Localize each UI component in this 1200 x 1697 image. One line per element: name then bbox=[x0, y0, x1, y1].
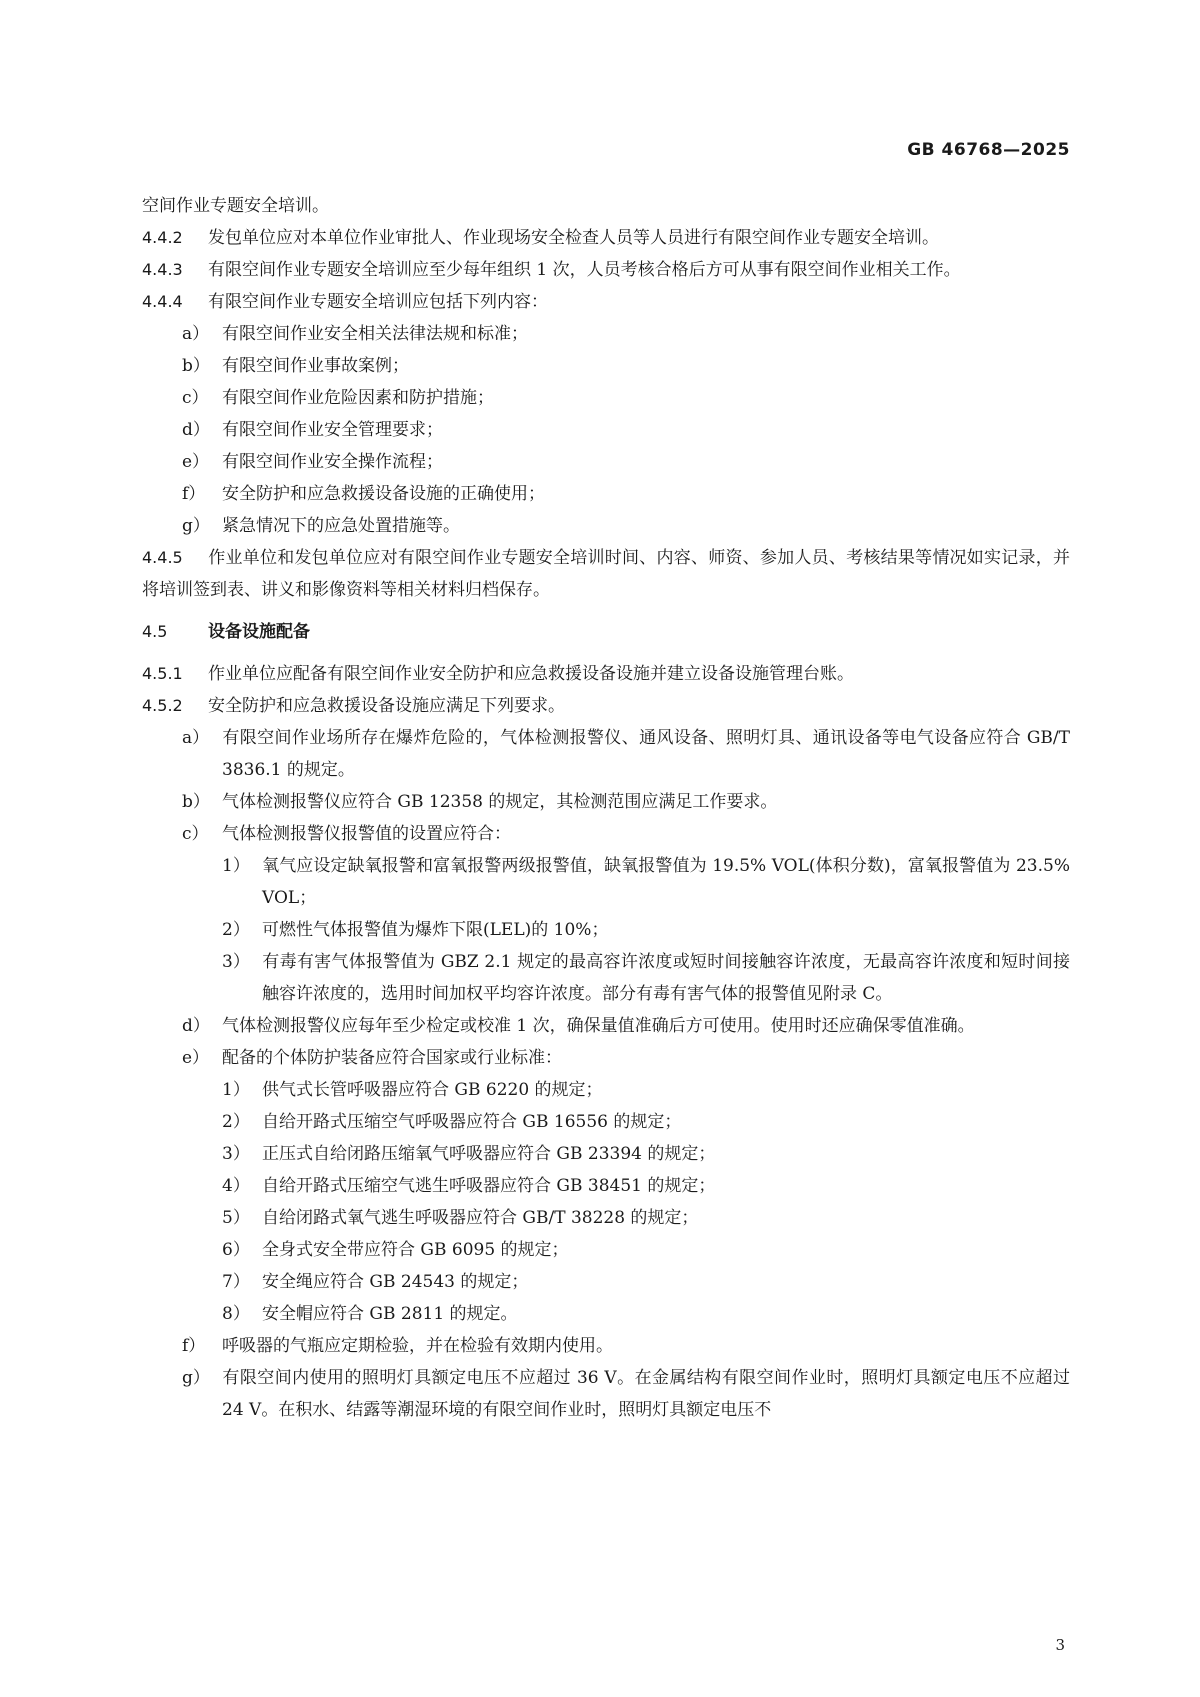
paragraph-continuation bbox=[142, 190, 1070, 222]
list-text: 自给开路式压缩空气逃生呼吸器应符合 GB 38451 的规定； bbox=[262, 1176, 716, 1196]
list-text: 自给开路式压缩空气呼吸器应符合 GB 16556 的规定； bbox=[262, 1112, 682, 1132]
list-marker: 3） bbox=[222, 1144, 250, 1164]
list-marker: 2） bbox=[222, 920, 250, 940]
list-item-f bbox=[142, 1330, 1070, 1362]
clause-4-4-2 bbox=[142, 222, 1070, 254]
list-marker: d） bbox=[182, 420, 210, 440]
clause-text: 有限空间作业专题安全培训应至少每年组织 1 次，人员考核合格后方可从事有限空间作业相关工作。 bbox=[208, 260, 961, 280]
list-marker: f） bbox=[182, 1336, 206, 1356]
clause-text: 发包单位应对本单位作业审批人、作业现场安全检查人员等人员进行有限空间作业专题安全培训。 bbox=[208, 228, 939, 248]
list-item-g bbox=[142, 1362, 1070, 1426]
sub-list-item bbox=[142, 850, 1070, 914]
sub-list-item bbox=[142, 946, 1070, 1010]
list-text: 气体检测报警仪应符合 GB 12358 的规定，其检测范围应满足工作要求。 bbox=[222, 792, 778, 812]
list-item-e bbox=[142, 1042, 1070, 1074]
list-text: 有毒有害气体报警值为 GBZ 2.1 规定的最高容许浓度或短时间接触容许浓度，无最高容许浓度和短时间接触容许浓度的，选用时间加权平均容许浓度。部分有毒有害气体的报警值见附录 C。 bbox=[262, 952, 1070, 1004]
list-item bbox=[142, 414, 1070, 446]
list-text: 有限空间内使用的照明灯具额定电压不应超过 36 V。在金属结构有限空间作业时，照明灯具额定电压不应超过 24 V。在积水、结露等潮湿环境的有限空间作业时，照明灯具额定电压不 bbox=[222, 1368, 1070, 1420]
list-item bbox=[142, 478, 1070, 510]
clause-4-4-4 bbox=[142, 286, 1070, 318]
clause-text: 作业单位和发包单位应对有限空间作业专题安全培训时间、内容、师资、参加人员、考核结果等情况如实记录，并将培训签到表、讲义和影像资料等相关材料归档保存。 bbox=[142, 548, 1070, 600]
list-item bbox=[142, 510, 1070, 542]
clause-4-4-3 bbox=[142, 254, 1070, 286]
list-item bbox=[142, 318, 1070, 350]
list-text: 有限空间作业安全操作流程； bbox=[222, 452, 443, 472]
clause-number: 4.4.4 bbox=[142, 292, 183, 311]
clause-text: 有限空间作业专题安全培训应包括下列内容： bbox=[208, 292, 548, 312]
list-text: 有限空间作业危险因素和防护措施； bbox=[222, 388, 494, 408]
sub-list-item bbox=[142, 1266, 1070, 1298]
list-marker: 1） bbox=[222, 1080, 250, 1100]
clause-number: 4.4.5 bbox=[142, 548, 183, 567]
list-text: 有限空间作业安全相关法律法规和标准； bbox=[222, 324, 528, 344]
sub-list-item bbox=[142, 1138, 1070, 1170]
list-text: 供气式长管呼吸器应符合 GB 6220 的规定； bbox=[262, 1080, 603, 1100]
list-marker: 7） bbox=[222, 1272, 250, 1292]
clause-text: 作业单位应配备有限空间作业安全防护和应急救援设备设施并建立设备设施管理台账。 bbox=[208, 664, 854, 684]
list-text: 安全防护和应急救援设备设施的正确使用； bbox=[222, 484, 545, 504]
sub-list-item bbox=[142, 1202, 1070, 1234]
list-marker: a） bbox=[182, 728, 210, 748]
clause-4-5-2 bbox=[142, 690, 1070, 722]
list-marker: g） bbox=[182, 516, 210, 536]
sub-list-item bbox=[142, 1074, 1070, 1106]
list-item-b bbox=[142, 786, 1070, 818]
list-marker: 3） bbox=[222, 952, 250, 972]
list-text: 正压式自给闭路压缩氧气呼吸器应符合 GB 23394 的规定； bbox=[262, 1144, 716, 1164]
list-marker: c） bbox=[182, 824, 209, 844]
list-item bbox=[142, 446, 1070, 478]
list-text: 气体检测报警仪报警值的设置应符合： bbox=[222, 824, 511, 844]
list-text: 呼吸器的气瓶应定期检验，并在检验有效期内使用。 bbox=[222, 1336, 613, 1356]
list-marker: 5） bbox=[222, 1208, 250, 1228]
list-marker: 4） bbox=[222, 1176, 250, 1196]
list-text: 有限空间作业场所存在爆炸危险的，气体检测报警仪、通风设备、照明灯具、通讯设备等电气设备应符合 GB/T 3836.1 的规定。 bbox=[222, 728, 1070, 780]
paragraph-text: 空间作业专题安全培训。 bbox=[142, 196, 329, 216]
list-item-c bbox=[142, 818, 1070, 850]
section-number: 4.5 bbox=[142, 622, 168, 641]
document-body bbox=[142, 190, 1070, 1426]
section-heading-4-5 bbox=[142, 616, 1070, 648]
list-marker: 6） bbox=[222, 1240, 250, 1260]
list-marker: f） bbox=[182, 484, 206, 504]
section-title: 设备设施配备 bbox=[208, 622, 310, 642]
sub-list-item bbox=[142, 914, 1070, 946]
list-marker: 2） bbox=[222, 1112, 250, 1132]
list-text: 安全帽应符合 GB 2811 的规定。 bbox=[262, 1304, 518, 1324]
page-number: 3 bbox=[1055, 1636, 1065, 1654]
standard-number: GB 46768—2025 bbox=[907, 140, 1070, 160]
list-marker: c） bbox=[182, 388, 209, 408]
clause-4-4-5 bbox=[142, 542, 1070, 606]
list-text: 有限空间作业安全管理要求； bbox=[222, 420, 443, 440]
sub-list-item bbox=[142, 1106, 1070, 1138]
sub-list-item bbox=[142, 1234, 1070, 1266]
clause-number: 4.4.2 bbox=[142, 228, 183, 247]
list-marker: 8） bbox=[222, 1304, 250, 1324]
list-marker: b） bbox=[182, 356, 210, 376]
list-marker: a） bbox=[182, 324, 210, 344]
list-text: 自给闭路式氧气逃生呼吸器应符合 GB/T 38228 的规定； bbox=[262, 1208, 699, 1228]
list-marker: b） bbox=[182, 792, 210, 812]
list-text: 配备的个体防护装备应符合国家或行业标准： bbox=[222, 1048, 562, 1068]
list-marker: g） bbox=[182, 1368, 210, 1388]
list-text: 安全绳应符合 GB 24543 的规定； bbox=[262, 1272, 529, 1292]
list-marker: e） bbox=[182, 452, 210, 472]
list-text: 可燃性气体报警值为爆炸下限(LEL)的 10%； bbox=[262, 920, 609, 940]
list-item bbox=[142, 350, 1070, 382]
list-marker: d） bbox=[182, 1016, 210, 1036]
list-marker: 1） bbox=[222, 856, 250, 876]
clause-number: 4.5.2 bbox=[142, 696, 183, 715]
sub-list-item bbox=[142, 1298, 1070, 1330]
list-text: 气体检测报警仪应每年至少检定或校准 1 次，确保量值准确后方可使用。使用时还应确保零值准确。 bbox=[222, 1016, 975, 1036]
clause-number: 4.4.3 bbox=[142, 260, 183, 279]
list-item bbox=[142, 382, 1070, 414]
list-marker: e） bbox=[182, 1048, 210, 1068]
list-item-a bbox=[142, 722, 1070, 786]
list-item-d bbox=[142, 1010, 1070, 1042]
sub-list-item bbox=[142, 1170, 1070, 1202]
list-text: 全身式安全带应符合 GB 6095 的规定； bbox=[262, 1240, 569, 1260]
clause-4-5-1 bbox=[142, 658, 1070, 690]
clause-number: 4.5.1 bbox=[142, 664, 183, 683]
clause-text: 安全防护和应急救援设备设施应满足下列要求。 bbox=[208, 696, 565, 716]
list-text: 紧急情况下的应急处置措施等。 bbox=[222, 516, 460, 536]
list-text: 氧气应设定缺氧报警和富氧报警两级报警值，缺氧报警值为 19.5% VOL(体积分数)，富氧报警值为 23.5% VOL； bbox=[262, 856, 1070, 908]
list-text: 有限空间作业事故案例； bbox=[222, 356, 409, 376]
